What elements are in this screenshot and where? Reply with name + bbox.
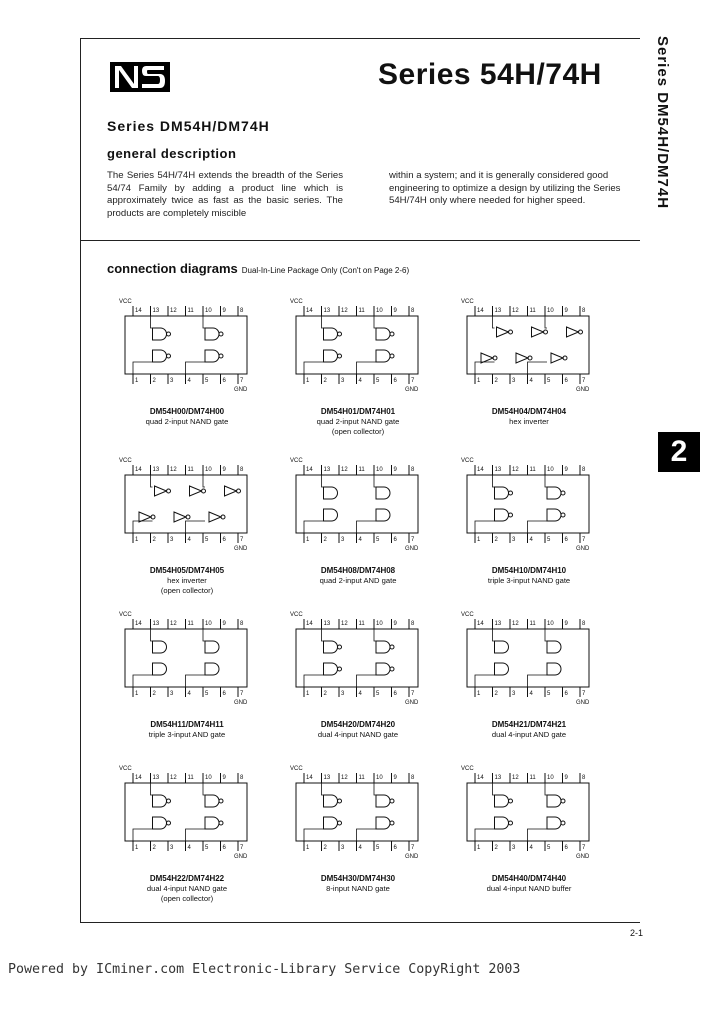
pin-label-bottom: 2 — [323, 691, 327, 697]
pin-wiring — [475, 316, 547, 374]
pin-label-bottom: 3 — [512, 691, 516, 697]
ic-pinout-diagram — [278, 294, 438, 400]
pin-label-bottom: 2 — [494, 691, 498, 697]
pin-label-bottom: 3 — [341, 537, 345, 543]
pin-label-top: 14 — [477, 467, 484, 473]
part-number: DM54H05/DM74H05 — [149, 566, 225, 575]
pin-label-top: 11 — [358, 775, 365, 781]
ic-pinout-diagram — [278, 453, 438, 559]
pin-label-bottom: 3 — [170, 378, 174, 384]
pin-label-bottom: 3 — [512, 845, 516, 851]
connection-diagram — [278, 453, 438, 586]
part-number: DM54H20/DM74H20 — [320, 720, 396, 729]
pin-wiring — [475, 783, 547, 841]
pin-label-top: 8 — [582, 775, 586, 781]
logic-gates — [153, 795, 224, 829]
pin-label-bottom: 4 — [187, 691, 191, 697]
pin-label-bottom: 1 — [477, 691, 481, 697]
pin-label-top: 8 — [240, 621, 244, 627]
sub-title: Series DM54H/DM74H — [107, 118, 270, 134]
part-number: DM54H00/DM74H00 — [149, 407, 225, 416]
pin-label-bottom: 5 — [547, 691, 551, 697]
pin-label-top: 9 — [564, 467, 568, 473]
pin-label-bottom: 1 — [477, 537, 481, 543]
pin-label-top: 9 — [393, 467, 397, 473]
pin-label-top: 14 — [135, 467, 142, 473]
connection-diagrams-heading — [107, 261, 409, 276]
pin-label-bottom: 4 — [187, 378, 191, 384]
pin-wiring — [133, 783, 205, 841]
pin-label-top: 12 — [170, 467, 177, 473]
pin-label-top: 14 — [477, 308, 484, 314]
pin-label-bottom: 5 — [205, 845, 209, 851]
vcc-label: VCC — [461, 299, 474, 305]
pin-label-top: 8 — [411, 775, 415, 781]
connection-diagram — [278, 607, 438, 740]
part-description: hex inverter — [509, 417, 549, 426]
pin-wiring — [304, 629, 376, 687]
part-description: dual 4-input AND gate — [491, 730, 567, 739]
pin-label-top: 9 — [222, 467, 226, 473]
part-note: (open collector) — [160, 894, 214, 903]
pin-label-top: 10 — [547, 621, 554, 627]
part-description: hex inverter — [167, 576, 207, 585]
vcc-label: VCC — [119, 458, 132, 464]
footer-copyright: Powered by ICminer.com Electronic-Library Service CopyRight 2003 — [8, 962, 521, 977]
pin-label-top: 14 — [135, 308, 142, 314]
logic-gates — [324, 487, 391, 521]
ic-pinout-diagram — [278, 761, 438, 867]
pin-label-bottom: 7 — [582, 537, 586, 543]
pin-label-bottom: 7 — [240, 378, 244, 384]
pin-label-bottom: 2 — [152, 537, 156, 543]
part-description: quad 2-input AND gate — [319, 576, 397, 585]
ic-pinout-diagram — [449, 453, 609, 559]
connection-diagram — [107, 453, 267, 596]
pin-label-bottom: 3 — [512, 537, 516, 543]
section-tab: 2 — [658, 432, 700, 472]
pin-label-bottom: 3 — [512, 378, 516, 384]
pin-label-bottom: 1 — [135, 691, 139, 697]
gnd-label: GND — [405, 387, 419, 393]
pin-label-top: 13 — [323, 621, 331, 627]
diagram-caption — [107, 720, 267, 740]
general-description-heading: general description — [107, 146, 237, 161]
pin-label-top: 13 — [152, 775, 160, 781]
description-right: within a system; and it is generally considered good engineering to optimize a design by utilizing the Series 54H/74H only where needed for higher speed. — [389, 170, 621, 206]
side-title-text: Series DM54H/DM74H — [654, 36, 671, 210]
pin-label-bottom: 4 — [187, 845, 191, 851]
pin-label-top: 8 — [411, 308, 415, 314]
pin-wiring — [304, 316, 376, 374]
pin-label-bottom: 5 — [205, 537, 209, 543]
pin-label-top: 14 — [135, 621, 142, 627]
pin-label-top: 12 — [170, 308, 177, 314]
pin-wiring — [133, 475, 205, 533]
part-description: dual 4-input NAND gate — [146, 884, 228, 893]
pin-wiring — [304, 475, 376, 533]
logic-gates — [153, 641, 220, 675]
pin-label-top: 12 — [512, 467, 519, 473]
gnd-label: GND — [405, 854, 419, 860]
pin-label-top: 14 — [477, 621, 484, 627]
diagram-caption — [107, 407, 267, 427]
vcc-label: VCC — [461, 458, 474, 464]
pin-label-top: 11 — [358, 308, 365, 314]
page-number: 2-1 — [630, 928, 644, 938]
diagram-caption — [278, 566, 438, 586]
pin-label-bottom: 1 — [135, 537, 139, 543]
pin-label-bottom: 6 — [222, 378, 226, 384]
pin-label-bottom: 7 — [582, 378, 586, 384]
pin-label-bottom: 7 — [582, 845, 586, 851]
gnd-label: GND — [576, 546, 590, 552]
pin-label-top: 10 — [376, 467, 383, 473]
pin-label-top: 8 — [582, 308, 586, 314]
pin-label-top: 12 — [341, 775, 348, 781]
pin-label-bottom: 7 — [240, 537, 244, 543]
pin-label-bottom: 1 — [477, 845, 481, 851]
vcc-label: VCC — [290, 299, 303, 305]
diagram-caption — [278, 720, 438, 740]
pin-label-top: 8 — [240, 308, 244, 314]
ic-pinout-diagram — [449, 761, 609, 867]
pin-label-bottom: 1 — [306, 378, 310, 384]
pin-label-top: 12 — [170, 775, 177, 781]
pin-label-top: 8 — [582, 621, 586, 627]
pin-label-bottom: 3 — [341, 845, 345, 851]
connection-diagram — [449, 453, 609, 586]
pin-label-bottom: 6 — [222, 537, 226, 543]
pin-label-top: 10 — [376, 775, 383, 781]
pin-label-bottom: 5 — [376, 845, 380, 851]
connection-diagram — [278, 761, 438, 894]
pin-label-top: 13 — [152, 621, 160, 627]
pin-label-top: 11 — [187, 621, 194, 627]
pin-label-top: 10 — [205, 775, 212, 781]
pin-label-bottom: 1 — [135, 845, 139, 851]
pin-label-top: 10 — [205, 308, 212, 314]
pin-label-top: 14 — [306, 308, 313, 314]
frame-top-rule — [80, 38, 640, 39]
frame-bottom-rule — [80, 922, 640, 923]
pin-label-top: 11 — [358, 621, 365, 627]
pin-label-bottom: 5 — [376, 691, 380, 697]
pin-wiring — [304, 783, 376, 841]
logic-gates — [324, 795, 395, 829]
pin-label-bottom: 6 — [393, 378, 397, 384]
gnd-label: GND — [576, 700, 590, 706]
pin-label-bottom: 4 — [529, 691, 533, 697]
pin-label-bottom: 5 — [205, 378, 209, 384]
pin-label-bottom: 1 — [306, 845, 310, 851]
part-description: triple 3-input NAND gate — [487, 576, 571, 585]
pin-label-bottom: 2 — [494, 378, 498, 384]
pin-label-bottom: 1 — [135, 378, 139, 384]
pin-label-bottom: 4 — [187, 537, 191, 543]
part-number: DM54H01/DM74H01 — [320, 407, 396, 416]
pin-label-top: 9 — [564, 775, 568, 781]
description-left: The Series 54H/74H extends the breadth of the Series 54/74 Family by adding a product line which is approximately twice as fast as the basic series. The products are completely miscible — [107, 170, 343, 219]
pin-label-bottom: 6 — [564, 378, 568, 384]
pin-label-top: 9 — [222, 621, 226, 627]
logic-gates — [324, 641, 395, 675]
part-description: quad 2-input NAND gate — [145, 417, 229, 426]
connection-diagram — [107, 761, 267, 904]
frame-left-rule — [80, 38, 81, 923]
gnd-label: GND — [576, 387, 590, 393]
part-description: dual 4-input NAND buffer — [486, 884, 572, 893]
pin-label-bottom: 6 — [393, 845, 397, 851]
vcc-label: VCC — [119, 766, 132, 772]
national-semiconductor-logo — [110, 62, 170, 92]
pin-label-top: 13 — [152, 308, 160, 314]
pin-label-bottom: 7 — [411, 845, 415, 851]
pin-label-top: 13 — [494, 308, 502, 314]
pin-label-bottom: 1 — [306, 691, 310, 697]
vcc-label: VCC — [119, 299, 132, 305]
vcc-label: VCC — [461, 766, 474, 772]
pin-label-top: 11 — [529, 467, 536, 473]
pin-label-top: 11 — [187, 775, 194, 781]
gnd-label: GND — [234, 546, 248, 552]
logic-gates — [495, 641, 562, 675]
pin-label-bottom: 7 — [582, 691, 586, 697]
pin-label-top: 13 — [323, 308, 331, 314]
pin-label-bottom: 5 — [547, 378, 551, 384]
pin-label-top: 14 — [477, 775, 484, 781]
pin-label-bottom: 6 — [393, 537, 397, 543]
part-number: DM54H08/DM74H08 — [320, 566, 396, 575]
pin-label-top: 11 — [187, 467, 194, 473]
diagram-caption — [107, 566, 267, 596]
pin-label-bottom: 3 — [170, 537, 174, 543]
pin-label-bottom: 2 — [152, 845, 156, 851]
pin-label-top: 14 — [306, 775, 313, 781]
part-number: DM54H04/DM74H04 — [491, 407, 567, 416]
pin-label-top: 8 — [240, 775, 244, 781]
pin-label-bottom: 3 — [170, 691, 174, 697]
gnd-label: GND — [405, 546, 419, 552]
part-description: quad 2-input NAND gate — [316, 417, 400, 426]
pin-label-bottom: 5 — [547, 845, 551, 851]
pin-label-top: 9 — [393, 775, 397, 781]
connection-heading-text: connection diagrams — [107, 261, 238, 276]
pin-label-top: 9 — [393, 308, 397, 314]
diagram-caption — [449, 874, 609, 894]
pin-label-bottom: 4 — [358, 845, 362, 851]
pin-label-top: 13 — [152, 467, 160, 473]
pin-label-bottom: 4 — [529, 378, 533, 384]
gnd-label: GND — [576, 854, 590, 860]
pin-label-top: 11 — [529, 308, 536, 314]
gnd-label: GND — [234, 854, 248, 860]
pin-wiring — [475, 629, 547, 687]
gnd-label: GND — [234, 700, 248, 706]
pin-label-bottom: 6 — [222, 845, 226, 851]
pin-label-top: 10 — [376, 308, 383, 314]
pin-label-bottom: 2 — [323, 537, 327, 543]
pin-label-top: 9 — [222, 308, 226, 314]
pin-label-bottom: 3 — [341, 691, 345, 697]
pin-label-bottom: 4 — [529, 845, 533, 851]
pin-label-bottom: 5 — [205, 691, 209, 697]
pin-label-top: 13 — [494, 621, 502, 627]
pin-label-top: 10 — [547, 775, 554, 781]
vcc-label: VCC — [290, 458, 303, 464]
pin-label-bottom: 4 — [358, 691, 362, 697]
logic-gates — [324, 328, 395, 362]
pin-wiring — [475, 475, 547, 533]
pin-label-bottom: 1 — [306, 537, 310, 543]
logic-gates — [495, 795, 566, 829]
part-description: triple 3-input AND gate — [148, 730, 226, 739]
pin-label-top: 8 — [411, 467, 415, 473]
part-number: DM54H11/DM74H11 — [150, 720, 224, 729]
diagram-caption — [449, 566, 609, 586]
pin-label-top: 12 — [512, 621, 519, 627]
pin-label-top: 12 — [170, 621, 177, 627]
pin-label-bottom: 4 — [529, 537, 533, 543]
pin-label-top: 12 — [341, 621, 348, 627]
vcc-label: VCC — [290, 612, 303, 618]
diagram-caption — [449, 407, 609, 427]
diagram-caption — [278, 874, 438, 894]
part-number: DM54H22/DM74H22 — [149, 874, 225, 883]
section-divider — [80, 240, 640, 241]
pin-label-top: 12 — [341, 467, 348, 473]
pin-label-bottom: 6 — [393, 691, 397, 697]
logic-gates — [153, 328, 224, 362]
pin-label-top: 9 — [564, 621, 568, 627]
pin-label-top: 8 — [582, 467, 586, 473]
vcc-label: VCC — [461, 612, 474, 618]
series-title: Series 54H/74H — [378, 58, 602, 91]
pin-label-bottom: 6 — [564, 537, 568, 543]
pin-label-bottom: 7 — [240, 845, 244, 851]
part-number: DM54H40/DM74H40 — [491, 874, 567, 883]
pin-label-top: 14 — [135, 775, 142, 781]
part-description: 8-input NAND gate — [326, 884, 390, 893]
connection-diagram — [107, 607, 267, 740]
pin-wiring — [133, 629, 205, 687]
ic-pinout-diagram — [107, 294, 267, 400]
pin-label-top: 12 — [341, 308, 348, 314]
pin-label-top: 13 — [323, 775, 331, 781]
connection-diagram — [449, 761, 609, 894]
pin-label-top: 9 — [564, 308, 568, 314]
pin-label-top: 13 — [494, 775, 502, 781]
pin-label-bottom: 2 — [494, 845, 498, 851]
part-number: DM54H21/DM74H21 — [491, 720, 567, 729]
pin-label-top: 12 — [512, 775, 519, 781]
connection-diagram — [278, 294, 438, 437]
pin-label-bottom: 1 — [477, 378, 481, 384]
pin-label-bottom: 5 — [376, 378, 380, 384]
pin-label-top: 9 — [393, 621, 397, 627]
pin-label-bottom: 6 — [222, 691, 226, 697]
diagram-caption — [449, 720, 609, 740]
part-number: DM54H10/DM74H10 — [491, 566, 567, 575]
pin-label-top: 10 — [547, 467, 554, 473]
pin-label-top: 9 — [222, 775, 226, 781]
pin-label-bottom: 2 — [152, 378, 156, 384]
diagram-caption — [107, 874, 267, 904]
pin-label-top: 11 — [187, 308, 194, 314]
pin-label-top: 8 — [240, 467, 244, 473]
logic-gates — [481, 327, 583, 363]
pin-label-bottom: 4 — [358, 537, 362, 543]
pin-label-top: 8 — [411, 621, 415, 627]
ic-pinout-diagram — [278, 607, 438, 713]
vcc-label: VCC — [290, 766, 303, 772]
pin-label-bottom: 3 — [170, 845, 174, 851]
connection-diagram — [107, 294, 267, 427]
pin-label-bottom: 2 — [152, 691, 156, 697]
ic-pinout-diagram — [107, 453, 267, 559]
pin-label-top: 10 — [205, 467, 212, 473]
ic-pinout-diagram — [449, 294, 609, 400]
pin-label-top: 10 — [547, 308, 554, 314]
gnd-label: GND — [234, 387, 248, 393]
pin-label-bottom: 2 — [323, 378, 327, 384]
pin-label-top: 13 — [323, 467, 331, 473]
logic-gates — [495, 487, 566, 521]
part-number: DM54H30/DM74H30 — [320, 874, 396, 883]
pin-label-top: 11 — [358, 467, 365, 473]
connection-diagram — [449, 607, 609, 740]
vcc-label: VCC — [119, 612, 132, 618]
pin-label-top: 10 — [205, 621, 212, 627]
part-note: (open collector) — [331, 427, 385, 436]
connection-note: Dual-In-Line Package Only (Con't on Page 2-6) — [241, 266, 410, 275]
pin-label-bottom: 2 — [323, 845, 327, 851]
pin-label-bottom: 4 — [358, 378, 362, 384]
pin-label-top: 10 — [376, 621, 383, 627]
pin-label-bottom: 3 — [341, 378, 345, 384]
pin-label-top: 11 — [529, 621, 536, 627]
pin-label-bottom: 5 — [376, 537, 380, 543]
pin-label-top: 14 — [306, 621, 313, 627]
pin-label-bottom: 6 — [564, 691, 568, 697]
pin-label-bottom: 7 — [411, 378, 415, 384]
pin-label-bottom: 6 — [564, 845, 568, 851]
pin-label-bottom: 2 — [494, 537, 498, 543]
pin-label-bottom: 7 — [240, 691, 244, 697]
pin-label-bottom: 7 — [411, 691, 415, 697]
pin-label-top: 12 — [512, 308, 519, 314]
connection-diagram — [449, 294, 609, 427]
ic-pinout-diagram — [449, 607, 609, 713]
pin-label-bottom: 7 — [411, 537, 415, 543]
part-description: dual 4-input NAND gate — [317, 730, 399, 739]
pin-label-bottom: 5 — [547, 537, 551, 543]
ic-pinout-diagram — [107, 761, 267, 867]
diagram-caption — [278, 407, 438, 437]
ic-pinout-diagram — [107, 607, 267, 713]
logic-gates — [139, 486, 241, 522]
side-title — [645, 36, 679, 236]
pin-label-top: 14 — [306, 467, 313, 473]
pin-wiring — [133, 316, 205, 374]
gnd-label: GND — [405, 700, 419, 706]
pin-label-top: 11 — [529, 775, 536, 781]
pin-label-top: 13 — [494, 467, 502, 473]
part-note: (open collector) — [160, 586, 214, 595]
